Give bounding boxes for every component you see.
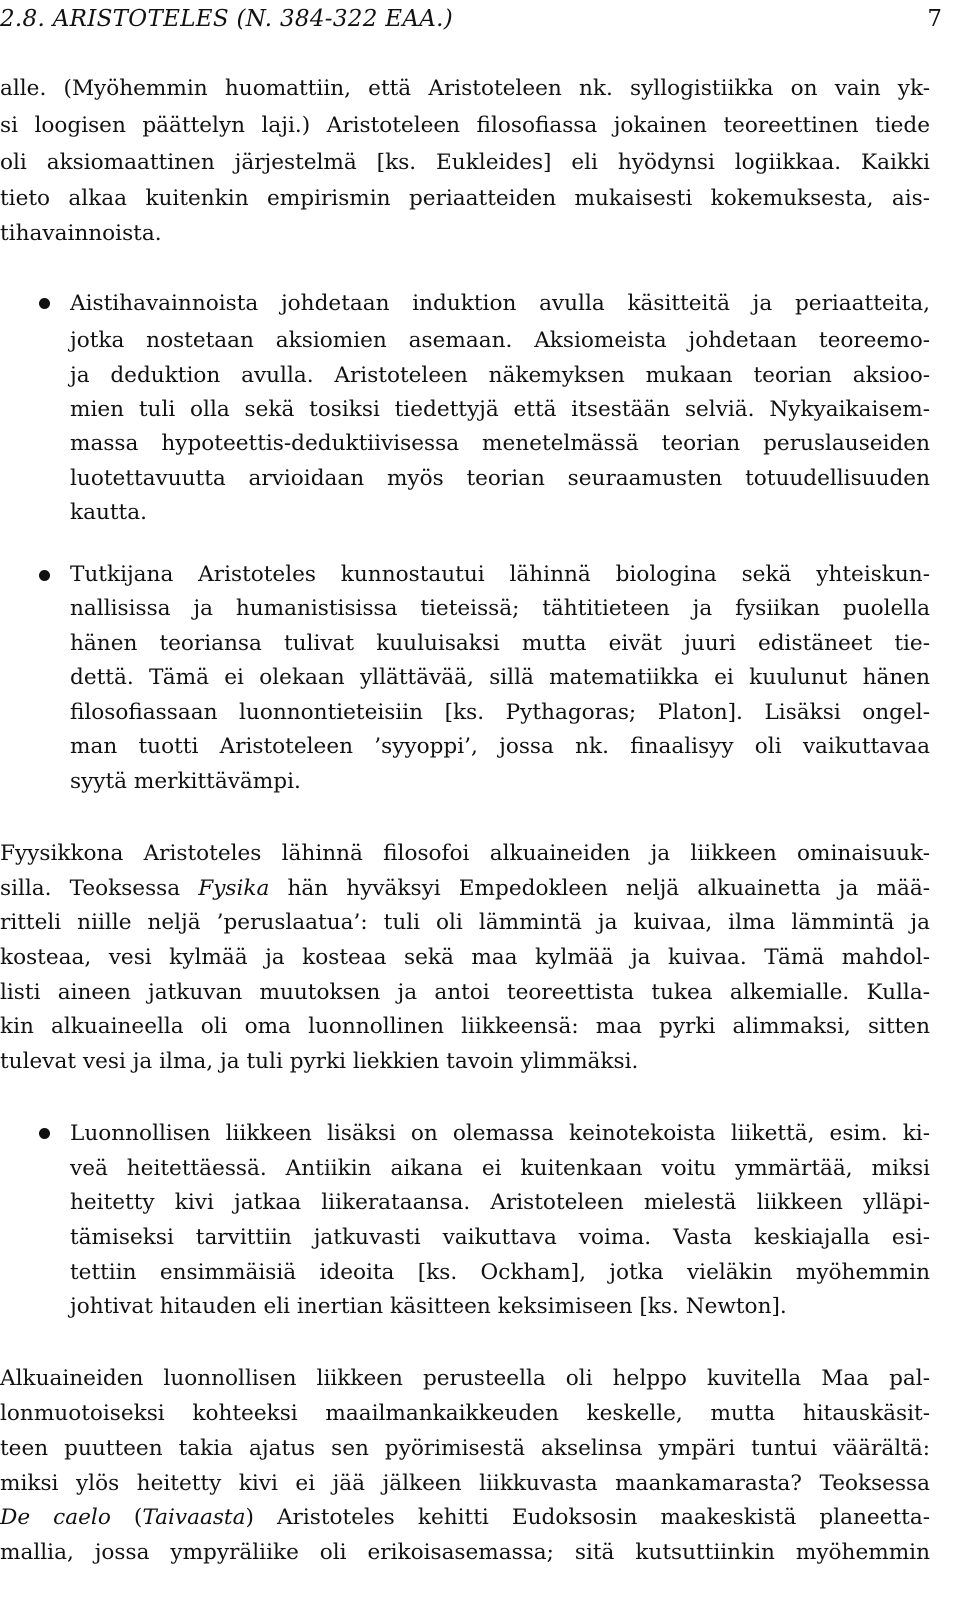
text-span: silla. Teoksessa xyxy=(0,876,199,901)
text-line: nallisissa ja humanistisissa tieteissä; tähtitieteen ja fysiikan puolella xyxy=(70,596,930,621)
bullet-icon xyxy=(39,298,50,309)
book-title: De caelo xyxy=(0,1505,111,1530)
text-line: teen puutteen takia ajatus sen pyörimisestä akselinsa ympäri tuntui väärältä: xyxy=(0,1436,930,1461)
bullet-icon xyxy=(39,1128,50,1139)
text-line: dettä. Tämä ei olekaan yllättävää, sillä matematiikka ei kuulunut hänen xyxy=(70,665,930,690)
text-line: massa hypoteettis-deduktiivisessa menetelmässä teorian peruslauseiden xyxy=(70,431,930,456)
text-line: filosofiassaan luonnontieteisiin [ks. Pythagoras; Platon]. Lisäksi ongel- xyxy=(70,700,930,725)
text-line: tulevat vesi ja ilma, ja tuli pyrki liekkien tavoin ylimmäksi. xyxy=(0,1049,639,1074)
text-line: kosteaa, vesi kylmää ja kosteaa sekä maa kylmää ja kuivaa. Tämä mahdol- xyxy=(0,945,930,970)
text-line: Alkuaineiden luonnollisen liikkeen perusteella oli helppo kuvitella Maa pal- xyxy=(0,1366,930,1391)
page-number: 7 xyxy=(927,6,942,32)
text-line: man tuotti Aristoteleen ’syyoppi’, jossa nk. finaalisyy oli vaikuttavaa xyxy=(70,734,930,759)
text-line: tettiin ensimmäisiä ideoita [ks. Ockham], jotka vieläkin myöhemmin xyxy=(70,1260,930,1285)
text-line: tieto alkaa kuitenkin empirismin periaatteiden mukaisesti kokemuksesta, ais- xyxy=(0,186,930,211)
text-line: ritteli niille neljä ’peruslaatua’: tuli oli lämmintä ja kuivaa, ilma lämmintä ja xyxy=(0,910,930,935)
text-line: luotettavuutta arvioidaan myös teorian seuraamusten totuudellisuuden xyxy=(70,466,930,491)
text-line: syytä merkittävämpi. xyxy=(70,769,301,794)
book-title: Taivaasta xyxy=(142,1505,246,1530)
text-line: Aistihavainnoista johdetaan induktion avulla käsitteitä ja periaatteita, xyxy=(70,291,930,316)
text-line xyxy=(0,1500,930,1536)
text-line: hänen teoriansa tulivat kuuluisaksi mutta eivät juuri edistäneet tie- xyxy=(70,631,930,656)
text-line: veä heitettäessä. Antiikin aikana ei kuitenkaan voitu ymmärtää, miksi xyxy=(70,1156,930,1181)
text-line: heitetty kivi jatkaa liikerataansa. Aristoteleen mielestä liikkeen ylläpi- xyxy=(70,1190,930,1215)
text-line: tihavainnoista. xyxy=(0,221,162,246)
text-line: listi aineen jatkuvan muutoksen ja antoi teoreettista tukea alkemialle. Kulla- xyxy=(0,980,930,1005)
text-span: ( xyxy=(110,1505,143,1530)
running-head xyxy=(0,2,942,36)
text-line: tämiseksi tarvittiin jatkuvasti vaikuttava voima. Vasta keskiajalla esi- xyxy=(70,1225,930,1250)
text-line: miksi ylös heitetty kivi ei jää jälkeen liikkuvasta maankamarasta? Teoksessa xyxy=(0,1471,930,1496)
text-line: mien tuli olla sekä tosiksi tiedettyjä että itsestään selviä. Nykyaikaisem- xyxy=(70,397,930,422)
text-line: si loogisen päättelyn laji.) Aristoteleen filosofiassa jokainen teoreettinen tiede xyxy=(0,113,930,138)
text-line: lonmuotoiseksi kohteeksi maailmankaikkeuden keskelle, mutta hitauskäsit- xyxy=(0,1401,930,1426)
text-line: kautta. xyxy=(70,500,147,525)
text-line: Tutkijana Aristoteles kunnostautui lähinnä biologina sekä yhteiskun- xyxy=(70,562,930,587)
text-line: jotka nostetaan aksiomien asemaan. Aksiomeista johdetaan teoreemo- xyxy=(70,328,930,353)
text-span: hän hyväksyi Empedokleen neljä alkuainetta ja mää- xyxy=(269,876,930,901)
text-line xyxy=(0,871,930,907)
text-line: ja deduktion avulla. Aristoteleen näkemyksen mukaan teorian aksioo- xyxy=(70,363,930,388)
bullet-icon xyxy=(39,570,50,581)
book-title: Fysika xyxy=(198,876,270,901)
text-line: kin alkuaineella oli oma luonnollinen liikkeensä: maa pyrki alimmaksi, sitten xyxy=(0,1014,930,1039)
text-line: mallia, jossa ympyräliike oli erikoisasemassa; sitä kutsuttiinkin myöhemmin xyxy=(0,1540,930,1565)
text-line: Fyysikkona Aristoteles lähinnä filosofoi alkuaineiden ja liikkeen ominaisuuk- xyxy=(0,841,930,866)
text-span: ) Aristoteles kehitti Eudoksosin maakeskistä planeetta- xyxy=(245,1505,930,1530)
section-title: 2.8. ARISTOTELES (N. 384-322 EAA.) xyxy=(0,6,454,32)
text-line: johtivat hitauden eli inertian käsitteen keksimiseen [ks. Newton]. xyxy=(70,1294,787,1319)
text-line: Luonnollisen liikkeen lisäksi on olemassa keinotekoista liikettä, esim. ki- xyxy=(70,1121,930,1146)
text-line: alle. (Myöhemmin huomattiin, että Aristoteleen nk. syllogistiikka on vain yk- xyxy=(0,76,930,101)
text-line: oli aksiomaattinen järjestelmä [ks. Eukleides] eli hyödynsi logiikkaa. Kaikki xyxy=(0,150,930,175)
